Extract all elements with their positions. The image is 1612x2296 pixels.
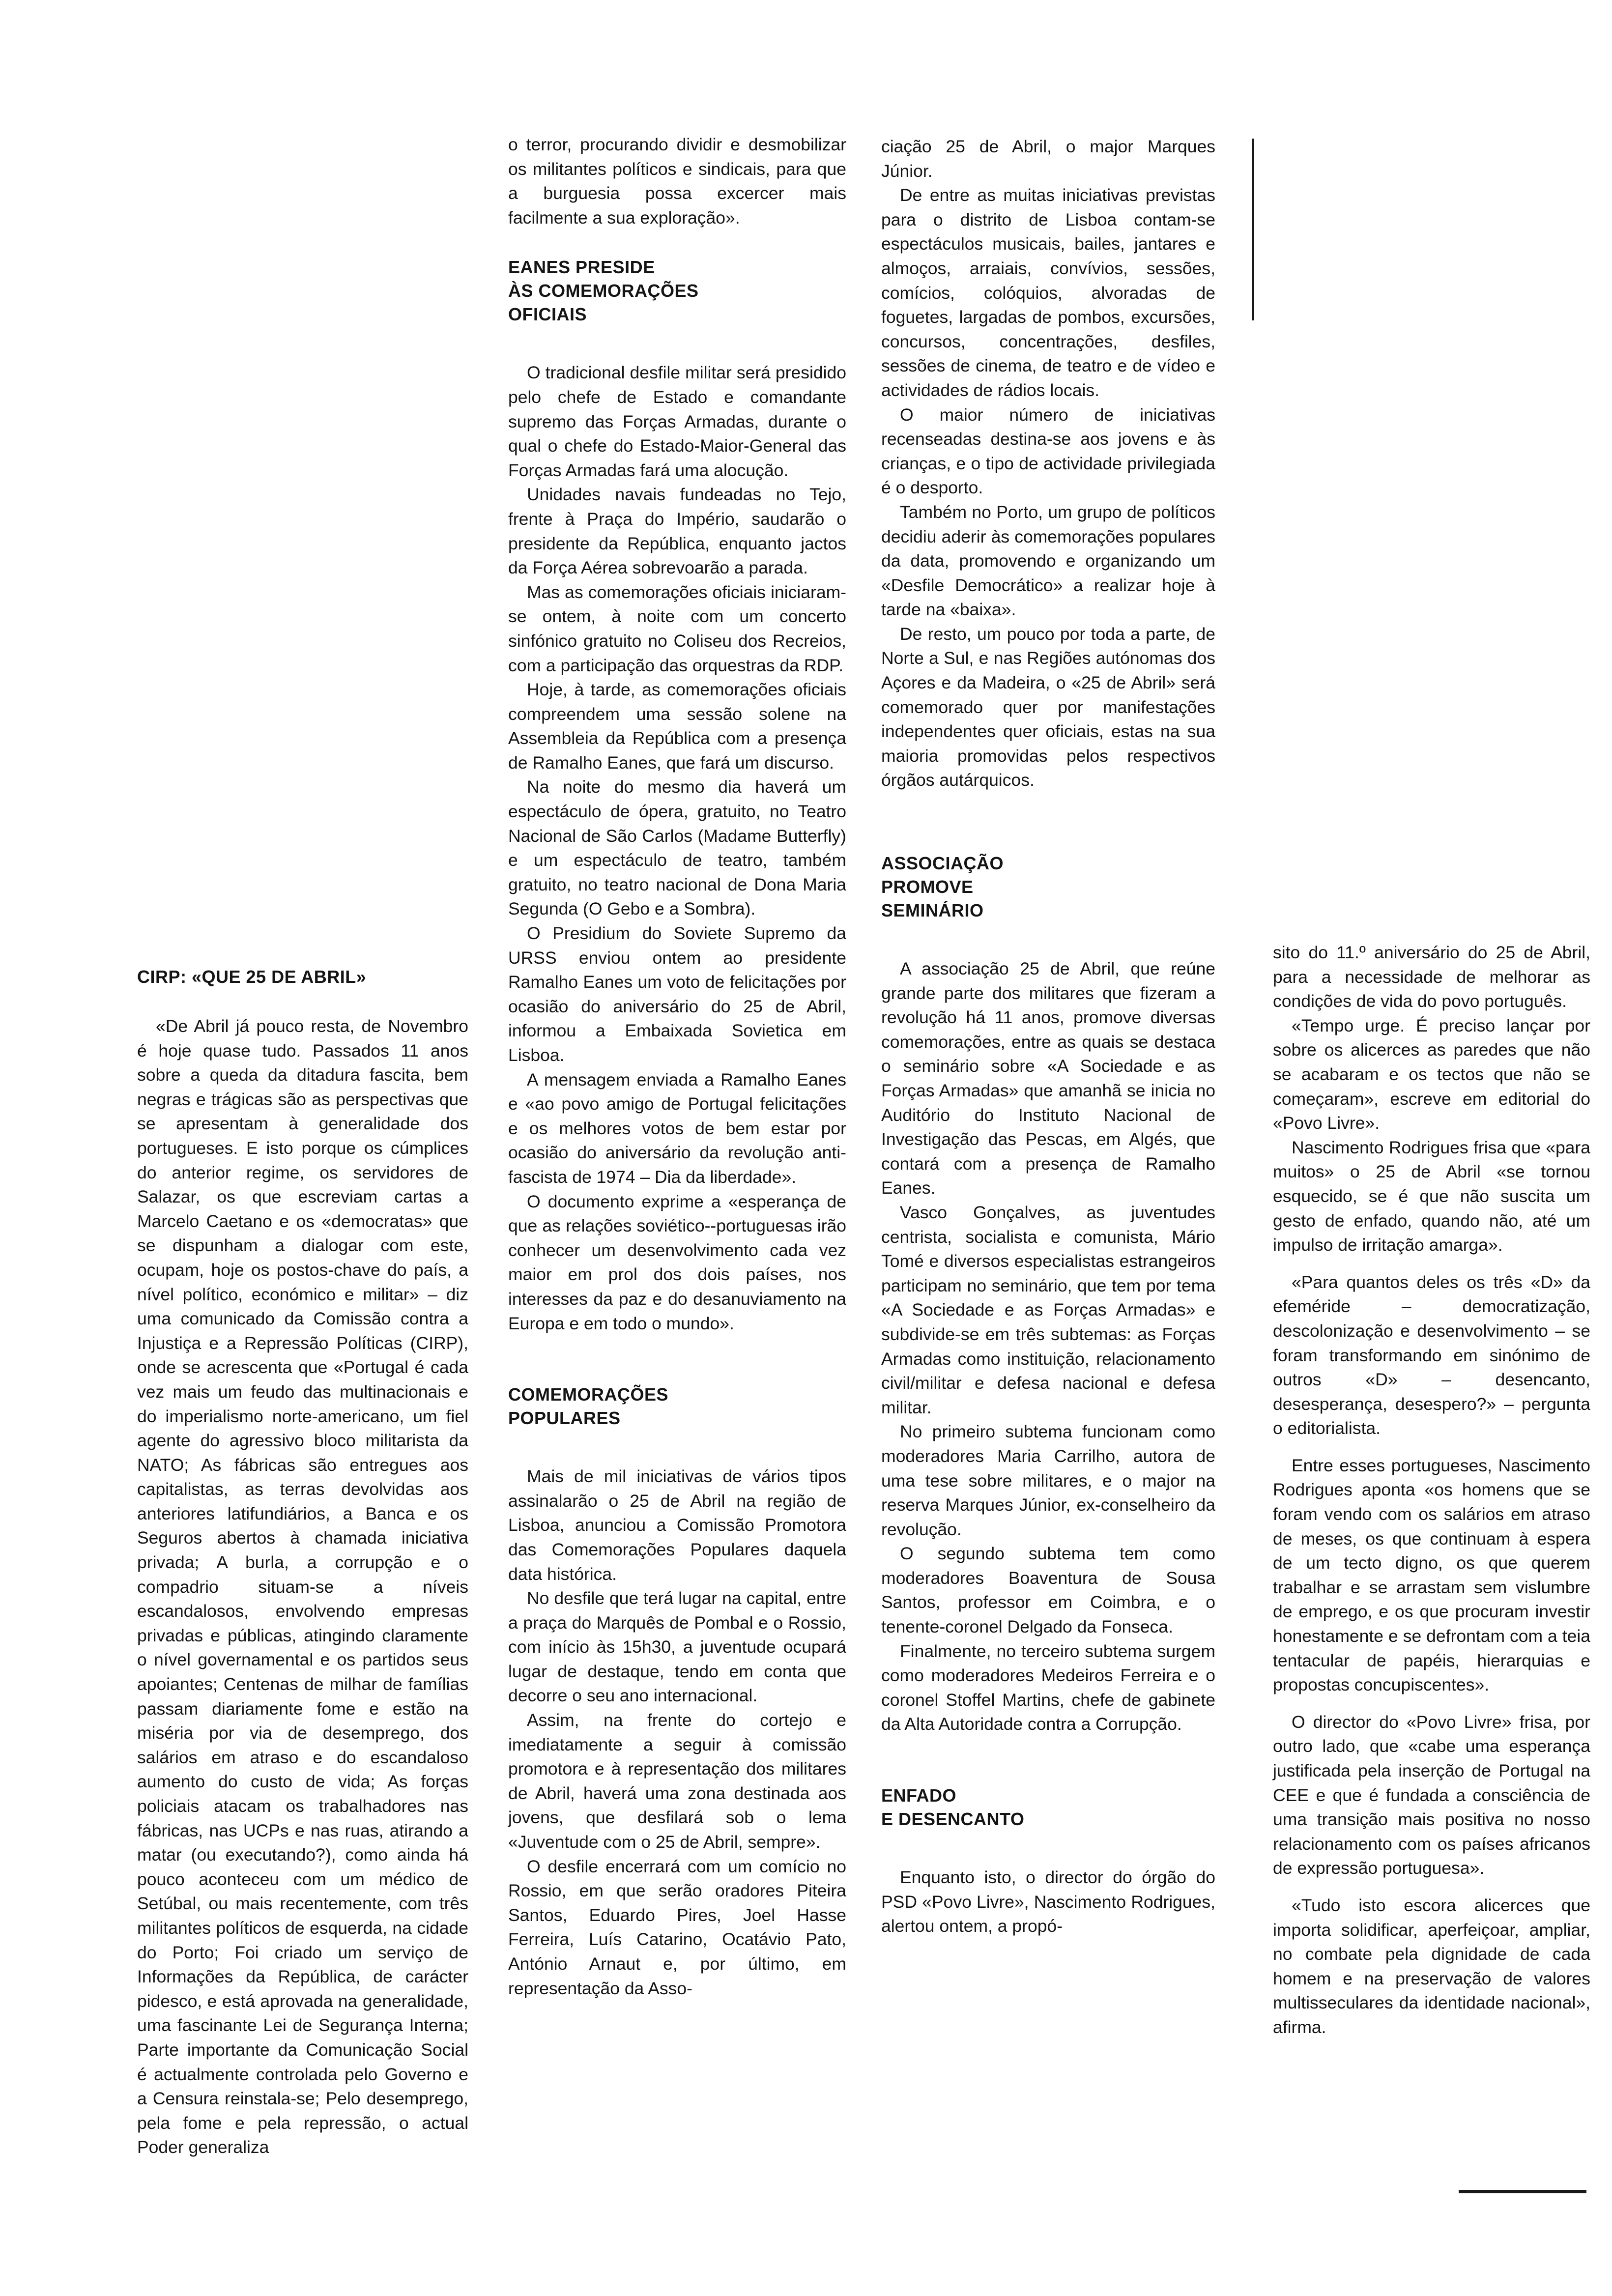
paragraph: «Tudo isto escora alicerces que importa solidificar, aperfeiçoar, ampliar, no combate pela dignidade de cada homem e na preservação de valores multisseculares da identidade nacional», afirma.: [1273, 1895, 1590, 2037]
paragraph: Finalmente, no terceiro subtema surgem como moderadores Medeiros Ferreira e o coronel Stoffel Martins, chefe de gabinete da Alta Autoridade contra a Corrupção.: [881, 1641, 1215, 1734]
paragraph: Assim, na frente do cortejo e imediatamente a seguir à comissão promotora e à representação dos militares de Abril, haverá uma zona destinada aos jovens, que desfilará sob o lema «Juventude com o 25 de Abril, sempre».: [508, 1710, 846, 1852]
paragraph: «Para quantos deles os três «D» da efeméride – democratização, descolonização e desenvolvimento – se foram transformando em sinónimo de outros «D» – desencanto, desesperança, desespero?» – pergunta o editorialista.: [1273, 1272, 1590, 1438]
paragraph: O director do «Povo Livre» frisa, por outro lado, que «cabe uma esperança justificada pela inserção de Portugal na CEE e que é fundada a consciência de uma transição mais positiva no nosso relacionamento com os países africanos de expressão portuguesa».: [1273, 1712, 1590, 1878]
paragraph: De entre as muitas iniciativas previstas para o distrito de Lisboa contam-se espectáculos musicais, bailes, jantares e almoços, arraiais, convívios, sessões, comícios, colóquios, alvoradas de foguetes, largadas de pombos, excursões, concursos, concentrações, desfiles, sessões de cinema, de teatro e de vídeo e actividades de rádios locais.: [881, 185, 1215, 400]
paragraph: O maior número de iniciativas recenseadas destina-se aos jovens e às crianças, e o tipo de actividade privilegiada é o desporto.: [881, 404, 1215, 498]
paragraph: O tradicional desfile militar será presidido pelo chefe de Estado e comandante supremo das Forças Armadas, durante o qual o chefe do Estado-Maior-General das Forças Armadas fará uma alocução.: [508, 363, 846, 480]
column-1: [137, 965, 468, 2160]
section-heading-populares: [508, 1383, 846, 1430]
paragraph: No primeiro subtema funcionam como moderadores Maria Carrilho, autora de uma tese sobre militares, e o major na reserva Marques Júnior, ex-conselheiro da revolução.: [881, 1422, 1215, 1539]
column-3: [881, 135, 1215, 1939]
paragraph: Hoje, à tarde, as comemorações oficiais compreendem uma sessão solene na Assembleia da República com a presença de Ramalho Eanes, que fará um discurso.: [508, 680, 846, 773]
column-rule: [1252, 139, 1254, 320]
paragraph: Mais de mil iniciativas de vários tipos assinalarão o 25 de Abril na região de Lisboa, anunciou a Comissão Promotora das Comemorações Populares daquela data histórica.: [508, 1466, 846, 1584]
paragraph: Vasco Gonçalves, as juventudes centrista, socialista e comunista, Mário Tomé e diversos especialistas estrangeiros participam no seminário, que tem por tema «A Sociedade e as Forças Armadas» e subdivide-se em três subtemas: as Forças Armadas como instituição, relacionamento civil/militar e defesa nacional e defesa militar.: [881, 1202, 1215, 1417]
paragraph: A associação 25 de Abril, que reúne grande parte dos militares que fizeram a revolução há 11 anos, promove diversas comemorações, entre as quais se destaca o seminário sobre «A Sociedade e as Forças Armadas» que amanhã se inicia no Auditório do Instituto Nacional de Investigação das Pescas, em Algés, que contará com a presença de Ramalho Eanes.: [881, 959, 1215, 1198]
heading-line: ASSOCIAÇÃO: [881, 853, 1004, 874]
paragraph: Enquanto isto, o director do órgão do PSD «Povo Livre», Nascimento Rodrigues, alertou ontem, a propó-: [881, 1867, 1215, 1936]
column-2: [508, 133, 846, 2001]
heading-line: ÀS COMEMORAÇÕES: [508, 281, 699, 301]
section-heading-enfado: [881, 1784, 1215, 1831]
paragraph: Nascimento Rodrigues frisa que «para muitos» o 25 de Abril «se tornou esquecido, se é que não suscita um gesto de enfado, quando não, até um impulso de irritação amarga».: [1273, 1137, 1590, 1255]
section-heading-eanes: [508, 256, 846, 326]
section-heading-associacao: [881, 852, 1215, 922]
paragraph: Também no Porto, um grupo de políticos decidiu aderir às comemorações populares da data, promovendo e organizando um «Desfile Democrático» a realizar hoje à tarde na «baixa».: [881, 502, 1215, 620]
paragraph: O documento exprime a «esperança de que as relações soviético--portuguesas irão conhecer um desenvolvimento cada vez maior em prol dos dois países, nos interesses da paz e do desanuviamento na Europa e em todo o mundo».: [508, 1191, 846, 1333]
heading-line: POPULARES: [508, 1408, 621, 1429]
end-rule: [1459, 2190, 1586, 2193]
paragraph: o terror, procurando dividir e desmobilizar os militantes políticos e sindicais, para que a burguesia possa excercer mais facilmente a sua exploração».: [508, 135, 846, 228]
section-heading-cirp: CIRP: «QUE 25 DE ABRIL»: [137, 967, 367, 987]
heading-line: COMEMORAÇÕES: [508, 1384, 669, 1405]
heading-line: ENFADO: [881, 1785, 957, 1806]
paragraph: Mas as comemorações oficiais iniciaram-se ontem, à noite com um concerto sinfónico gratuito no Coliseu dos Recreios, com a participação das orquestras da RDP.: [508, 582, 846, 675]
paragraph: «Tempo urge. É preciso lançar por sobre os alicerces as paredes que não se acabaram e os tectos que não se começaram», escreve em editorial do «Povo Livre».: [1273, 1015, 1590, 1133]
heading-line: SEMINÁRIO: [881, 900, 984, 921]
paragraph: De resto, um pouco por toda a parte, de Norte a Sul, e nas Regiões autónomas dos Açores e da Madeira, o «25 de Abril» será comemorado quer por manifestações independentes quer oficiais, estas na sua maioria promovidas pelos respectivos órgãos autárquicos.: [881, 624, 1215, 790]
heading-line: E DESENCANTO: [881, 1809, 1025, 1830]
heading-line: PROMOVE: [881, 877, 974, 897]
paragraph: Na noite do mesmo dia haverá um espectáculo de ópera, gratuito, no Teatro Nacional de São Carlos (Madame Butterfly) e um espectáculo de teatro, também gratuito, no teatro nacional de Dona Maria Segunda (O Gebo e a Sombra).: [508, 777, 846, 919]
paragraph: O segundo subtema tem como moderadores Boaventura de Sousa Santos, professor em Coimbra, e o tenente-coronel Delgado da Fonseca.: [881, 1544, 1215, 1637]
paragraph: O Presidium do Soviete Supremo da URSS enviou ontem ao presidente Ramalho Eanes um voto de felicitações por ocasião do aniversário do 25 de Abril, informou a Embaixada Sovietica em Lisboa.: [508, 923, 846, 1065]
paragraph: ciação 25 de Abril, o major Marques Júnior.: [881, 137, 1215, 181]
paragraph: Entre esses portugueses, Nascimento Rodrigues aponta «os homens que se foram vendo com os salários em atraso de meses, os que continuam à espera de um tecto digno, os que querem trabalhar e se arrastam sem vislumbre de emprego, e os que procuram investir honestamente e se defrontam com a teia tentacular de papéis, hierarquias e propostas concupiscentes».: [1273, 1455, 1590, 1695]
paragraph: A mensagem enviada a Ramalho Eanes e «ao povo amigo de Portugal felicitações e os melhores votos de bem estar por ocasião do aniversário da revolução anti-fascista de 1974 – Dia da liberdade».: [508, 1069, 846, 1187]
paragraph: sito do 11.º aniversário do 25 de Abril, para a necessidade de melhorar as condições de vida do povo português.: [1273, 943, 1590, 1011]
heading-line: EANES PRESIDE: [508, 257, 655, 278]
heading-line: OFICIAIS: [508, 304, 587, 325]
column-4: [1273, 941, 1590, 2040]
paragraph: No desfile que terá lugar na capital, entre a praça do Marquês de Pombal e o Rossio, com início às 15h30, a juventude ocupará lugar de destaque, tendo em conta que decorre o seu ano internacional.: [508, 1588, 846, 1706]
paragraph: Unidades navais fundeadas no Tejo, frente à Praça do Império, saudarão o presidente da República, enquanto jactos da Força Aérea sobrevoarão a parada.: [508, 485, 846, 578]
paragraph: «De Abril já pouco resta, de Novembro é hoje quase tudo. Passados 11 anos sobre a queda da ditadura fascita, bem negras e trágicas são as perspectivas que se apresentam à generalidade dos portugueses. E isto porque os cúmplices do anterior regime, os servidores de Salazar, os que escreviam cartas a Marcelo Caetano e os «democratas» que se dispunham a dialogar com este, ocupam, hoje os postos-chave do país, a nível político, económico e militar» – diz uma comunicado da Comissão contra a Injustiça e a Repressão Políticas (CIRP), onde se acrescenta que «Portugal é cada vez mais um feudo das multinacionais e do imperialismo norte-americano, um fiel agente do agressivo bloco militarista da NATO; As fábricas são entregues aos capitalistas, as terras devolvidas aos anteriores latifundiários, a Banca e os Seguros abertos à chamada iniciativa privada; A burla, a corrupção e o compadrio situam-se a níveis escandalosos, envolvendo empresas privadas e públicas, atingindo claramente o nível governamental e os partidos seus apoiantes; Centenas de milhar de famílias passam diariamente fome e estão na miséria por via de desemprego, dos salários em atraso e do escandaloso aumento do custo de vida; As forças policiais atacam os trabalhadores nas fábricas, nas UCPs e nas ruas, atirando a matar (ou executando?), como ainda há pouco aconteceu com um médico de Setúbal, ou mais recentemente, com três militantes políticos de esquerda, na cidade do Porto; Foi criado um serviço de Informações da República, de carácter pidesco, e está aprovada na generalidade, uma fascinante Lei de Segurança Interna; Parte importante da Comunicação Social é actualmente controlada pelo Governo e a Censura reinstala-se; Pelo desemprego, pela fome e pela repressão, o actual Poder generaliza: [137, 1016, 468, 2157]
paragraph: O desfile encerrará com um comício no Rossio, em que serão oradores Piteira Santos, Eduardo Pires, Joel Hasse Ferreira, Luís Catarino, Ocatávio Pato, António Arnaut e, por último, em representação da Asso-: [508, 1856, 846, 1998]
